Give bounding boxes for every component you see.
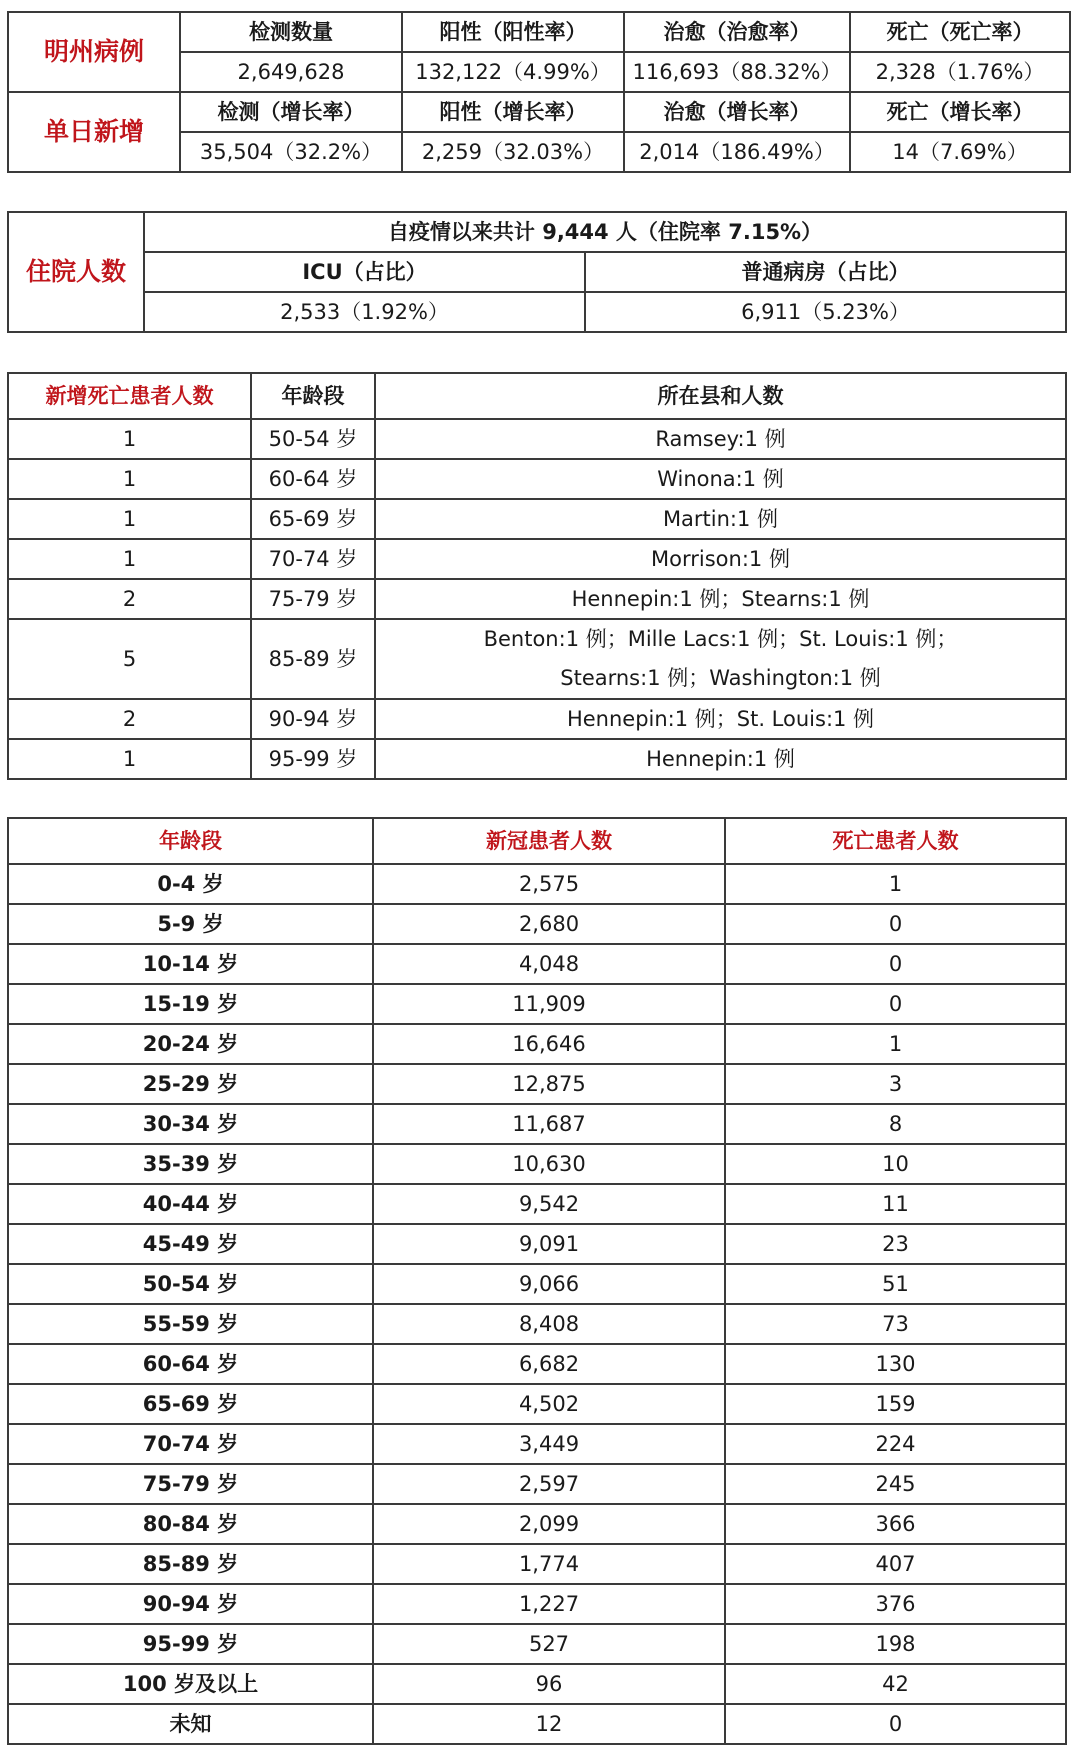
death-age: 95-99 岁 — [251, 739, 375, 779]
death-counties-line2: Stearns:1 例；Washington:1 例 — [560, 666, 881, 690]
deaths-cell: 51 — [725, 1264, 1066, 1304]
cases-cell: 2,597 — [373, 1464, 725, 1504]
deaths-cell: 224 — [725, 1424, 1066, 1464]
age-cell: 20-24 岁 — [8, 1024, 373, 1064]
table-row — [8, 984, 1066, 1024]
new-deaths-header-count: 新增死亡患者人数 — [8, 373, 251, 419]
table-row — [8, 1624, 1066, 1664]
summary-row1-label: 明州病例 — [8, 12, 180, 92]
death-counties-line1: Benton:1 例；Mille Lacs:1 例；St. Louis:1 例； — [483, 627, 958, 651]
value-tests: 2,649,628 — [180, 52, 402, 92]
value-positive: 132,122（4.99%） — [402, 52, 624, 92]
table-row — [8, 1024, 1066, 1064]
hospital-table — [7, 211, 1067, 333]
deaths-cell: 376 — [725, 1584, 1066, 1624]
value-recovered: 116,693（88.32%） — [624, 52, 850, 92]
death-counties: Hennepin:1 例；St. Louis:1 例 — [375, 699, 1066, 739]
cases-cell: 527 — [373, 1624, 725, 1664]
deaths-cell: 23 — [725, 1224, 1066, 1264]
cases-cell: 6,682 — [373, 1344, 725, 1384]
hospital-label: 住院人数 — [8, 212, 144, 332]
age-cell: 45-49 岁 — [8, 1224, 373, 1264]
header-daily-deaths: 死亡（增长率） — [850, 92, 1070, 132]
table-row — [8, 1224, 1066, 1264]
new-deaths-header-age: 年龄段 — [251, 373, 375, 419]
cases-cell: 1,227 — [373, 1584, 725, 1624]
deaths-cell: 3 — [725, 1064, 1066, 1104]
deaths-cell: 366 — [725, 1504, 1066, 1544]
cases-cell: 2,099 — [373, 1504, 725, 1544]
deaths-cell: 245 — [725, 1464, 1066, 1504]
cases-cell: 1,774 — [373, 1544, 725, 1584]
cases-cell: 4,048 — [373, 944, 725, 984]
header-daily-tests: 检测（增长率） — [180, 92, 402, 132]
age-cell: 未知 — [8, 1704, 373, 1744]
death-age: 75-79 岁 — [251, 579, 375, 619]
table-row — [8, 1664, 1066, 1704]
table-row — [8, 1384, 1066, 1424]
table-row — [8, 1264, 1066, 1304]
death-count: 1 — [8, 539, 251, 579]
death-count: 1 — [8, 419, 251, 459]
cases-cell: 10,630 — [373, 1144, 725, 1184]
deaths-cell: 0 — [725, 1704, 1066, 1744]
age-cell: 75-79 岁 — [8, 1464, 373, 1504]
cases-cell: 9,542 — [373, 1184, 725, 1224]
deaths-cell: 0 — [725, 984, 1066, 1024]
age-cell: 60-64 岁 — [8, 1344, 373, 1384]
value-daily-positive: 2,259（32.03%） — [402, 132, 624, 172]
table-row — [8, 499, 1066, 539]
summary-row2-label: 单日新增 — [8, 92, 180, 172]
age-cell: 55-59 岁 — [8, 1304, 373, 1344]
death-counties: Morrison:1 例 — [375, 539, 1066, 579]
deaths-cell: 130 — [725, 1344, 1066, 1384]
table-row — [8, 1464, 1066, 1504]
death-age: 90-94 岁 — [251, 699, 375, 739]
death-age: 85-89 岁 — [251, 619, 375, 699]
age-cell: 90-94 岁 — [8, 1584, 373, 1624]
deaths-cell: 8 — [725, 1104, 1066, 1144]
cases-cell: 2,680 — [373, 904, 725, 944]
header-deaths: 死亡（死亡率） — [850, 12, 1070, 52]
age-header-deaths: 死亡患者人数 — [725, 818, 1066, 864]
cases-cell: 8,408 — [373, 1304, 725, 1344]
cases-cell: 16,646 — [373, 1024, 725, 1064]
table-row — [8, 1144, 1066, 1184]
death-counties — [375, 619, 1066, 699]
death-age: 70-74 岁 — [251, 539, 375, 579]
deaths-cell: 0 — [725, 944, 1066, 984]
ward-header: 普通病房（占比） — [585, 252, 1066, 292]
age-table — [7, 817, 1067, 1745]
death-age: 60-64 岁 — [251, 459, 375, 499]
table-row — [8, 1304, 1066, 1344]
table-row — [8, 1104, 1066, 1144]
deaths-cell: 0 — [725, 904, 1066, 944]
deaths-cell: 1 — [725, 864, 1066, 904]
value-daily-deaths: 14（7.69%） — [850, 132, 1070, 172]
death-counties: Hennepin:1 例 — [375, 739, 1066, 779]
header-positive: 阳性（阳性率） — [402, 12, 624, 52]
death-counties: Winona:1 例 — [375, 459, 1066, 499]
age-cell: 10-14 岁 — [8, 944, 373, 984]
hospital-total: 自疫情以来共计 9,444 人（住院率 7.15%） — [144, 212, 1066, 252]
age-cell: 65-69 岁 — [8, 1384, 373, 1424]
age-cell: 70-74 岁 — [8, 1424, 373, 1464]
age-cell: 85-89 岁 — [8, 1544, 373, 1584]
age-cell: 35-39 岁 — [8, 1144, 373, 1184]
death-age: 65-69 岁 — [251, 499, 375, 539]
cases-cell: 12 — [373, 1704, 725, 1744]
summary-table — [7, 11, 1071, 173]
cases-cell: 3,449 — [373, 1424, 725, 1464]
deaths-cell: 11 — [725, 1184, 1066, 1224]
ward-value: 6,911（5.23%） — [585, 292, 1066, 332]
table-row — [8, 904, 1066, 944]
table-row — [8, 459, 1066, 499]
age-cell: 40-44 岁 — [8, 1184, 373, 1224]
deaths-cell: 159 — [725, 1384, 1066, 1424]
death-age: 50-54 岁 — [251, 419, 375, 459]
value-daily-tests: 35,504（32.2%） — [180, 132, 402, 172]
table-row — [8, 864, 1066, 904]
table-row — [8, 944, 1066, 984]
age-cell: 50-54 岁 — [8, 1264, 373, 1304]
table-row — [8, 1344, 1066, 1384]
death-count: 5 — [8, 619, 251, 699]
table-row — [8, 619, 1066, 699]
death-counties: Ramsey:1 例 — [375, 419, 1066, 459]
cases-cell: 12,875 — [373, 1064, 725, 1104]
age-cell: 15-19 岁 — [8, 984, 373, 1024]
table-row — [8, 579, 1066, 619]
deaths-cell: 198 — [725, 1624, 1066, 1664]
age-cell: 80-84 岁 — [8, 1504, 373, 1544]
table-row — [8, 1504, 1066, 1544]
age-header-cases: 新冠患者人数 — [373, 818, 725, 864]
death-count: 1 — [8, 499, 251, 539]
table-row — [8, 1064, 1066, 1104]
cases-cell: 96 — [373, 1664, 725, 1704]
age-cell: 95-99 岁 — [8, 1624, 373, 1664]
value-daily-recovered: 2,014（186.49%） — [624, 132, 850, 172]
value-deaths: 2,328（1.76%） — [850, 52, 1070, 92]
death-count: 1 — [8, 459, 251, 499]
age-cell: 25-29 岁 — [8, 1064, 373, 1104]
cases-cell: 2,575 — [373, 864, 725, 904]
death-count: 1 — [8, 739, 251, 779]
table-row — [8, 699, 1066, 739]
table-row — [8, 539, 1066, 579]
header-tests: 检测数量 — [180, 12, 402, 52]
table-row — [8, 1584, 1066, 1624]
header-daily-recovered: 治愈（增长率） — [624, 92, 850, 132]
new-deaths-header-counties: 所在县和人数 — [375, 373, 1066, 419]
cases-cell: 4,502 — [373, 1384, 725, 1424]
age-header-age: 年龄段 — [8, 818, 373, 864]
cases-cell: 9,091 — [373, 1224, 725, 1264]
icu-value: 2,533（1.92%） — [144, 292, 585, 332]
deaths-cell: 73 — [725, 1304, 1066, 1344]
deaths-cell: 42 — [725, 1664, 1066, 1704]
age-cell: 30-34 岁 — [8, 1104, 373, 1144]
death-count: 2 — [8, 579, 251, 619]
table-row — [8, 1184, 1066, 1224]
table-row — [8, 1704, 1066, 1744]
age-cell: 5-9 岁 — [8, 904, 373, 944]
table-row — [8, 419, 1066, 459]
age-cell: 100 岁及以上 — [8, 1664, 373, 1704]
death-counties: Martin:1 例 — [375, 499, 1066, 539]
table-row — [8, 1544, 1066, 1584]
cases-cell: 11,687 — [373, 1104, 725, 1144]
deaths-cell: 1 — [725, 1024, 1066, 1064]
header-daily-positive: 阳性（增长率） — [402, 92, 624, 132]
cases-cell: 9,066 — [373, 1264, 725, 1304]
death-counties: Hennepin:1 例；Stearns:1 例 — [375, 579, 1066, 619]
deaths-cell: 407 — [725, 1544, 1066, 1584]
age-table-body — [8, 864, 1066, 1744]
death-count: 2 — [8, 699, 251, 739]
header-recovered: 治愈（治愈率） — [624, 12, 850, 52]
icu-header: ICU（占比） — [144, 252, 585, 292]
table-row — [8, 1424, 1066, 1464]
new-deaths-table — [7, 372, 1067, 780]
cases-cell: 11,909 — [373, 984, 725, 1024]
age-cell: 0-4 岁 — [8, 864, 373, 904]
deaths-cell: 10 — [725, 1144, 1066, 1184]
table-row — [8, 739, 1066, 779]
